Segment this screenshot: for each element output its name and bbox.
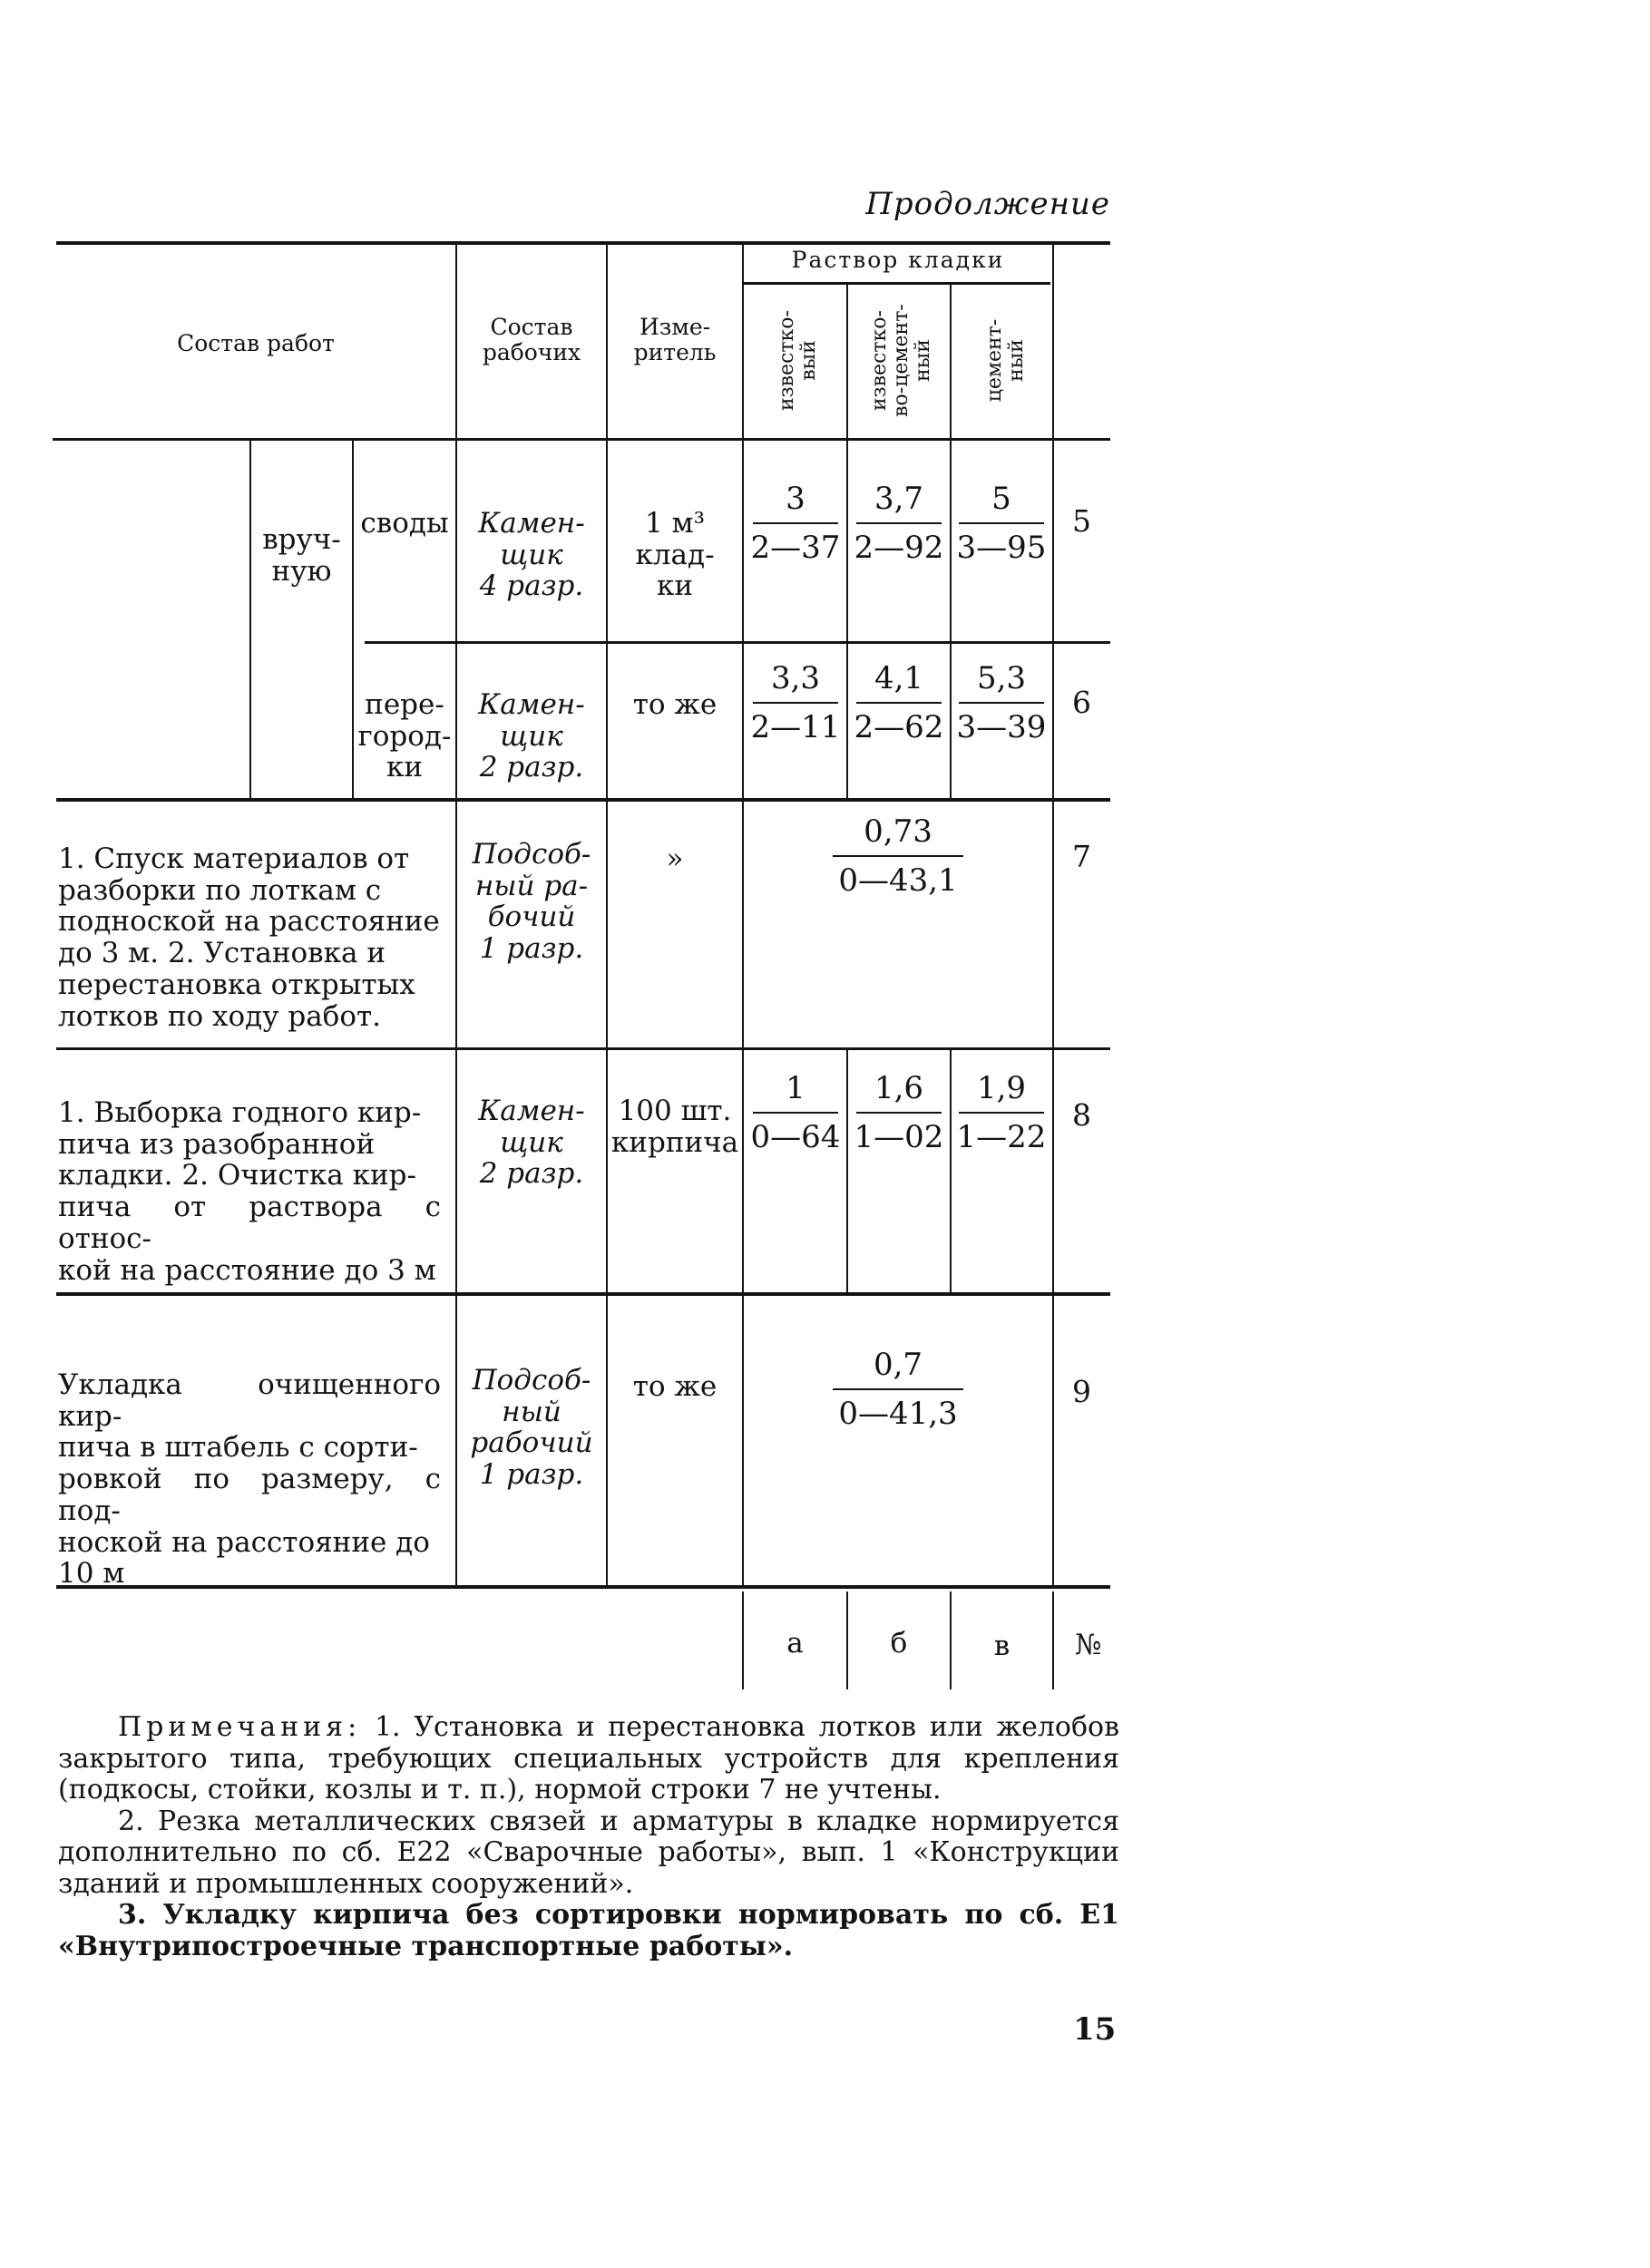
row-7-workers: Подсоб- ный ра- бочий 1 разр. — [472, 838, 591, 966]
row-5-value-b: 3,7 2—92 — [854, 481, 944, 566]
header-mortar-lime-cement: известко- во-цемент- ный — [868, 304, 935, 417]
row-7-value-merged: 0,73 0—43,1 — [825, 813, 971, 899]
row-9-workers: Подсоб- ный рабочий 1 разр. — [470, 1364, 593, 1492]
row-8-workers: Камен- щик 2 разр. — [478, 1095, 585, 1191]
row-7-work: 1. Спуск материалов от разборки по лоткам с подноской на расстояние до 3 м. 2. Установка и перестановка открытых лотков по ходу работ. — [58, 842, 440, 1033]
row-5-workers: Камен- щик 4 разр. — [478, 507, 585, 603]
header-unit: Изме- ритель — [633, 314, 717, 365]
row-8-number: 8 — [1072, 1097, 1091, 1133]
row-5-type: своды — [360, 507, 449, 540]
row-9-value-merged: 0,7 0—41,3 — [825, 1347, 971, 1432]
row-8-value-c: 1,9 1—22 — [956, 1070, 1047, 1155]
row-8-value-a: 1 0—64 — [750, 1070, 841, 1155]
note-2: 2. Резка металлических связей и арматуры в кладке нормируется дополнительно по сб. Е22 «Сварочные работы», вып. 1 «Конструкции зданий и промышленных сооружений». — [58, 1805, 1119, 1900]
row-8-unit: 100 шт. кирпича — [610, 1095, 739, 1159]
row-7-unit: » — [666, 842, 684, 875]
row-7-number: 7 — [1072, 839, 1091, 874]
header-mortar: Раствор кладки — [791, 247, 1005, 273]
row-9-number: 9 — [1072, 1374, 1091, 1409]
row-6-workers: Камен- щик 2 разр. — [478, 688, 585, 784]
continuation-label: Продолжение — [865, 186, 1110, 222]
page-number: 15 — [1073, 2011, 1117, 2048]
note-1: Примечания: 1. Установка и перестановка лотков или желобов закрытого типа, требующих специальных устройств для крепления (подкосы, стойки, козлы и т. п.), нормой строки 7 не учтены. — [58, 1711, 1119, 1806]
row-8-value-b: 1,6 1—02 — [854, 1070, 944, 1155]
row-8-work: 1. Выборка годного кир- пича из разобранной кладки. 2. Очистка кир- пича от раствора с относ- кой на расстояние до 3 м — [58, 1096, 441, 1287]
row-9-work: Укладка очищенного кир- пича в штабель с сорти- ровкой по размеру, с под- ноской на расстояние до 10 м — [58, 1368, 441, 1591]
row-6-unit: то же — [632, 688, 718, 721]
row-6-number: 6 — [1072, 685, 1091, 720]
footer-col-c: в — [993, 1630, 1011, 1662]
footer-col-number: № — [1075, 1629, 1102, 1661]
header-mortar-lime: известко- вый — [776, 310, 821, 411]
row-5-unit: 1 м³ клад- ки — [635, 507, 715, 603]
header-mortar-cement: цемент- ный — [983, 318, 1029, 403]
row-5-number: 5 — [1072, 503, 1091, 539]
row-5-value-c: 5 3—95 — [956, 481, 1047, 566]
row-6-type: пере- город- ки — [357, 688, 452, 784]
notes-title: Примечания: — [118, 1711, 362, 1743]
note-3: 3. Укладку кирпича без сортировки нормировать по сб. Е1 «Внутрипостроечные транспортные работы». — [58, 1899, 1119, 1962]
header-workers: Состав рабочих — [482, 314, 581, 365]
row-6-value-b: 4,1 2—62 — [854, 660, 944, 745]
row-6-value-a: 3,3 2—11 — [750, 660, 841, 745]
row-5-value-a: 3 2—37 — [750, 481, 841, 566]
footer-col-b: б — [890, 1627, 908, 1660]
row-5-mode: вруч- ную — [262, 523, 341, 588]
footer-col-a: а — [786, 1627, 804, 1660]
row-9-unit: то же — [632, 1370, 718, 1403]
row-6-value-c: 5,3 3—39 — [956, 660, 1047, 745]
notes — [58, 1712, 1119, 1962]
header-work: Состав работ — [177, 330, 335, 356]
